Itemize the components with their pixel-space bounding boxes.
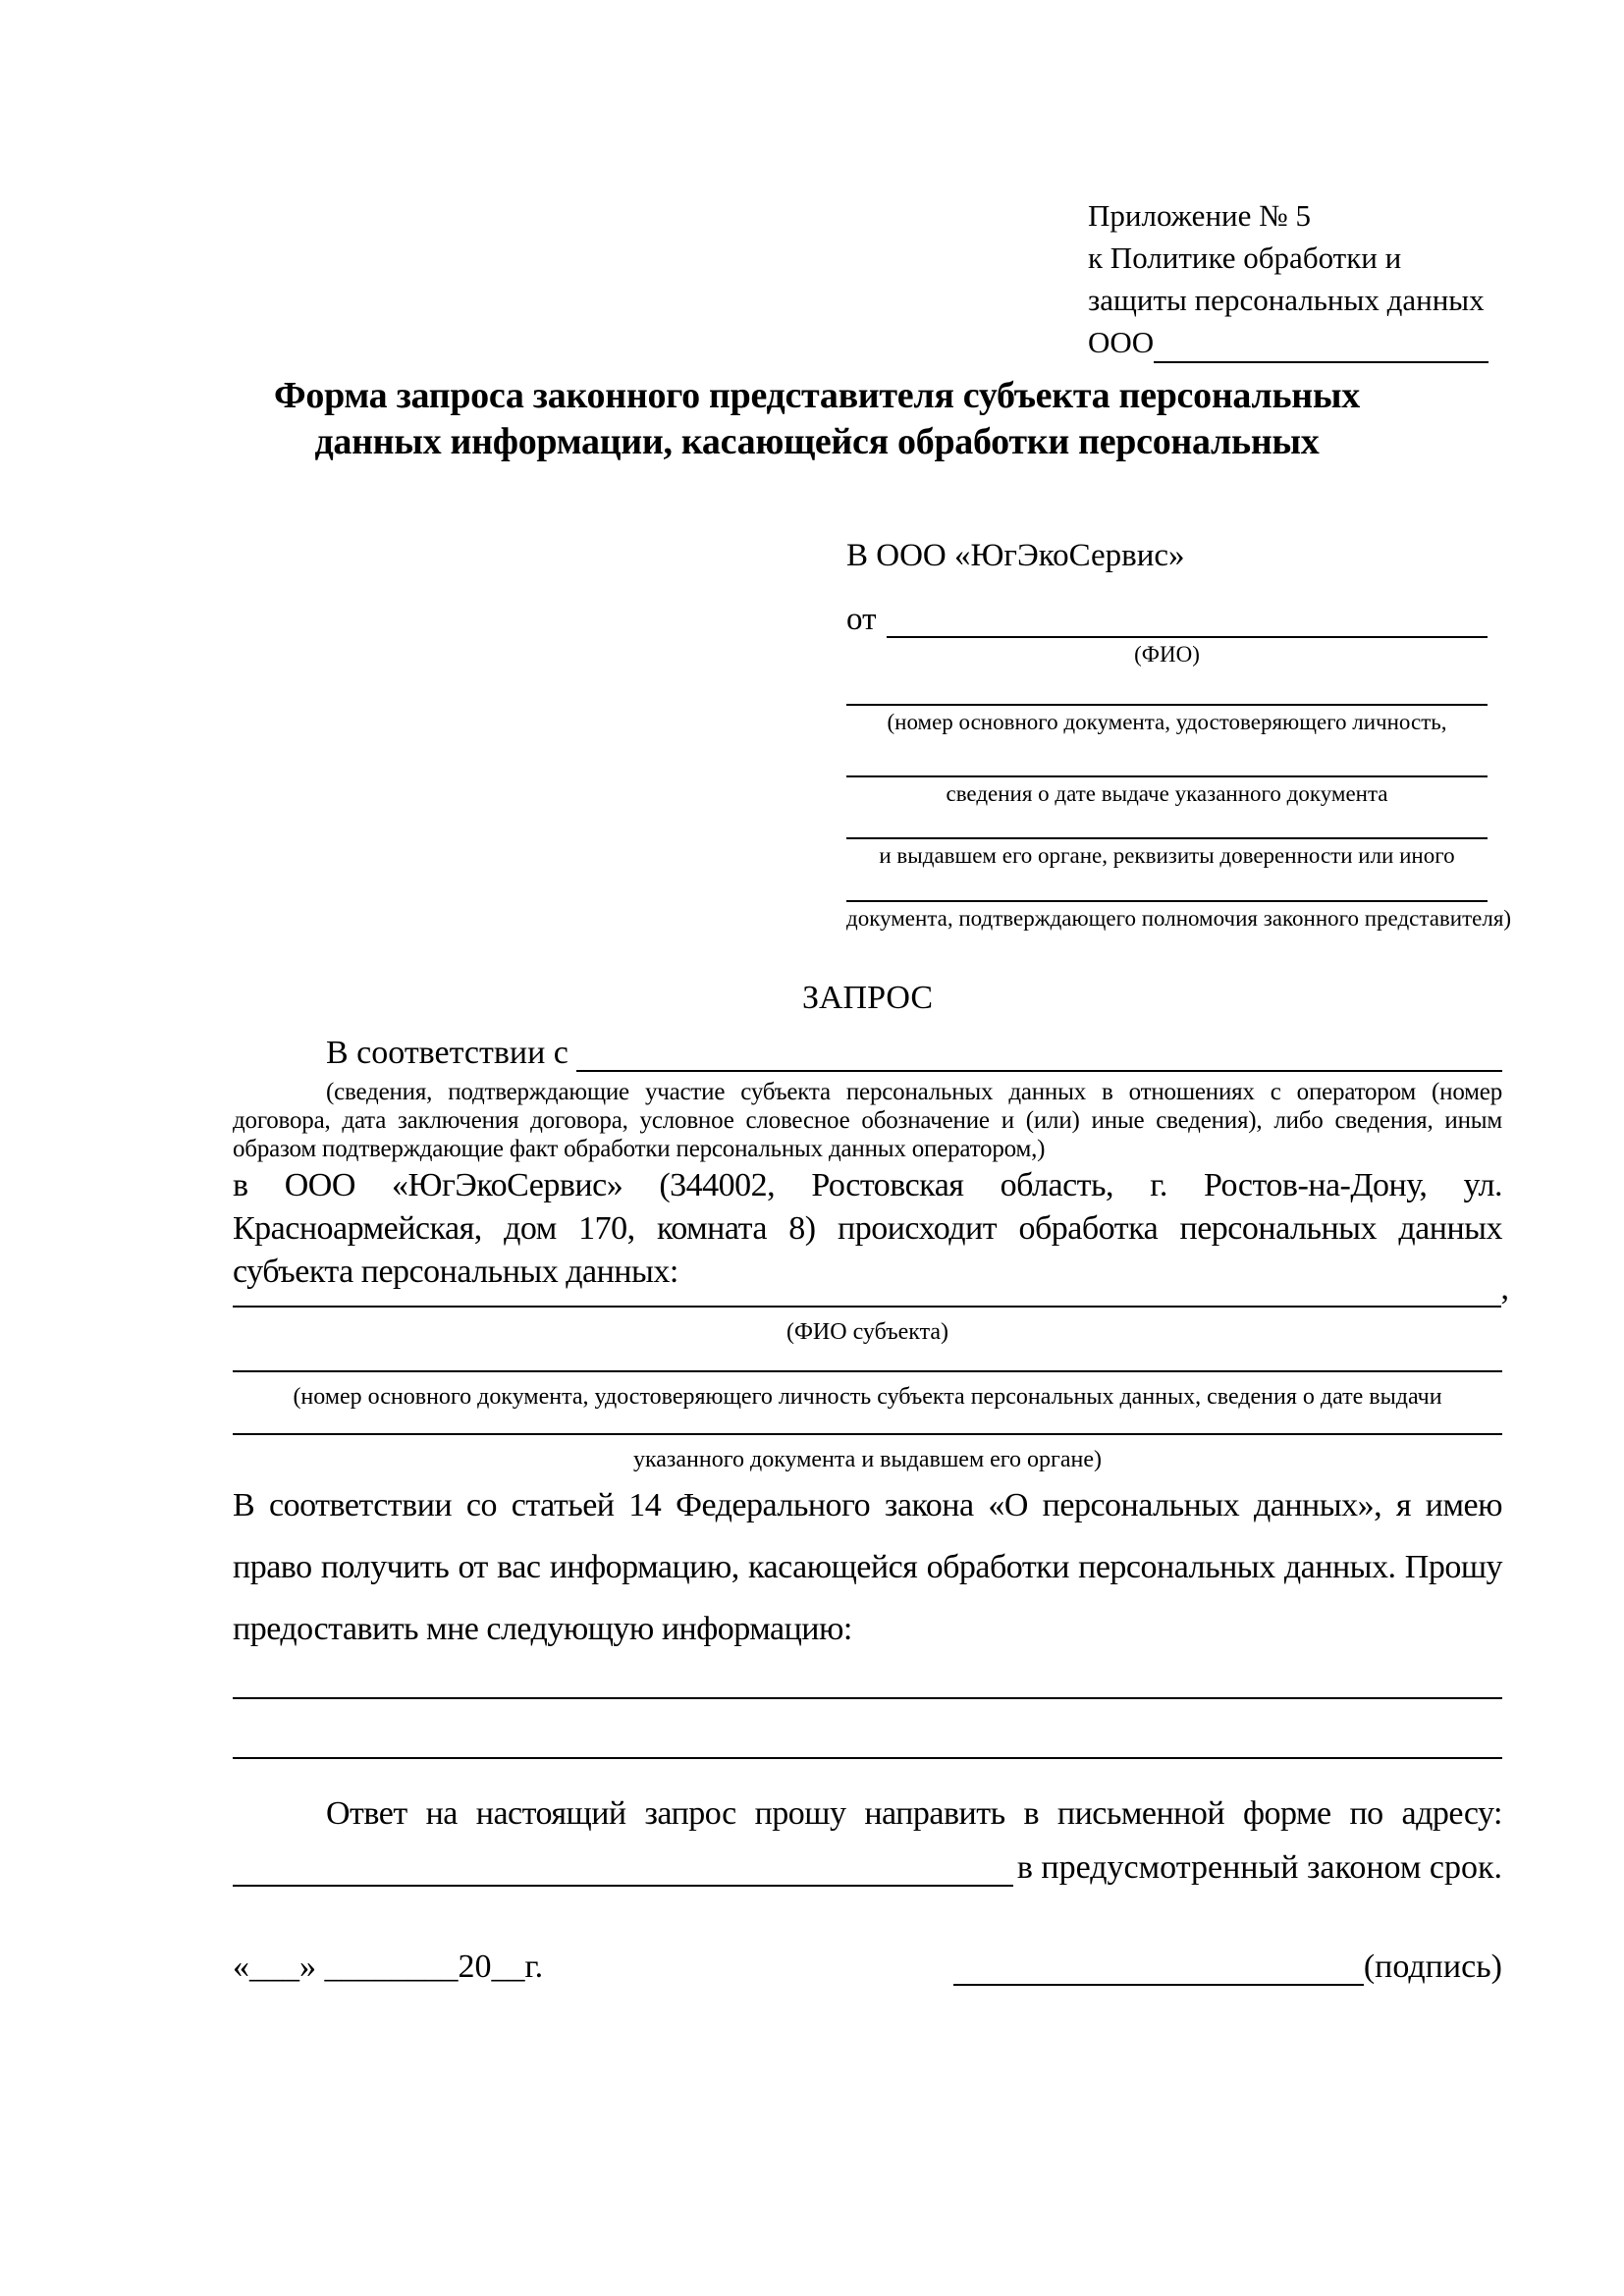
information-blank-1	[233, 1697, 1502, 1699]
appendix-number: Приложение № 5	[1088, 198, 1311, 233]
fio-caption: (ФИО)	[1134, 642, 1200, 667]
representative-doc-caption-2: сведения о дате выдаче указанного документа	[946, 781, 1388, 806]
form-title	[174, 373, 1460, 465]
from-blank	[887, 599, 1489, 638]
information-blank-2	[233, 1757, 1502, 1759]
subject-fio-caption: (ФИО субъекта)	[785, 1319, 949, 1345]
subject-fio-blank	[233, 1276, 1501, 1308]
representative-doc-blank-4	[846, 870, 1488, 902]
date-line: «___» ________20__г.	[233, 1949, 544, 1985]
signature-block	[953, 1949, 1502, 1986]
representative-doc-blank-2	[846, 736, 1488, 777]
representative-doc-caption-3: и выдавшем его органе, реквизиты доверенности или иного	[879, 843, 1455, 868]
company-name-blank	[1154, 328, 1489, 363]
form-title-line1: Форма запроса законного представителя субъекта персональных	[274, 375, 1360, 416]
from-label: от	[846, 602, 877, 637]
accordance-blank	[576, 1035, 1502, 1072]
subject-doc-blank-2	[233, 1433, 1502, 1435]
representative-doc-blank-1	[846, 668, 1488, 706]
accordance-caption: (сведения, подтверждающие участие субъекта персональных данных в отношениях с оператором (номер договора, дата заключения договора, условное словесное обозначение и (или) иные сведения), либо сведения, иным образом подтверждающие факт обработки персональных данных оператором,)	[233, 1079, 1502, 1162]
trailing-comma: ,	[1500, 1270, 1509, 1307]
appendix-policy-line2: защиты персональных данных	[1088, 283, 1485, 317]
form-title-line2: данных информации, касающейся обработки персональных	[314, 421, 1320, 462]
signature-caption: (подпись)	[1363, 1949, 1502, 1985]
subject-doc-blank-1	[233, 1370, 1502, 1372]
appendix-header	[1088, 194, 1489, 363]
from-line	[846, 598, 1488, 638]
answer-tail: в предусмотренный законом срок.	[1016, 1849, 1502, 1886]
signature-blank	[953, 1952, 1364, 1986]
address-line	[233, 1851, 1502, 1887]
addressee-company: В ООО «ЮгЭкоСервис»	[846, 538, 1185, 573]
representative-doc-caption-4: документа, подтверждающего полномочия законного представителя)	[846, 906, 1512, 931]
company-name-line	[1088, 321, 1489, 363]
accordance-label: В соответствии с	[326, 1035, 568, 1071]
appendix-policy-line: к Политике обработки и	[1088, 240, 1402, 275]
subject-fio-line	[233, 1270, 1509, 1308]
addressee-block	[846, 538, 1512, 933]
subject-doc-caption-2: указанного документа и выдавшем его органе)	[632, 1447, 1103, 1472]
representative-doc-caption-1: (номер основного документа, удостоверяющего личность,	[887, 710, 1447, 734]
ooo-label: ООО	[1088, 325, 1155, 359]
footer-row	[233, 1949, 1502, 1986]
operator-paragraph: в ООО «ЮгЭкоСервис» (344002, Ростовская область, г. Ростов-на-Дону, ул. Красноармейская, дом 170, комната 8) происходит обработка персональных данных субъекта персональных данных:	[233, 1167, 1502, 1290]
address-blank	[233, 1851, 1013, 1887]
answer-paragraph: Ответ на настоящий запрос прошу направить в письменной форме по адресу:	[326, 1795, 1502, 1832]
request-heading: ЗАПРОС	[801, 980, 934, 1016]
representative-doc-blank-3	[846, 808, 1488, 839]
subject-doc-caption-1: (номер основного документа, удостоверяющего личность субъекта персональных данных, сведения о дате выдачи	[293, 1384, 1442, 1410]
accordance-line	[233, 1033, 1502, 1072]
law-paragraph: В соответствии со статьей 14 Федерального закона «О персональных данных», я имею право получить от вас информацию, касающейся обработки персональных данных. Прошу предоставить мне следующую информацию:	[233, 1487, 1502, 1647]
